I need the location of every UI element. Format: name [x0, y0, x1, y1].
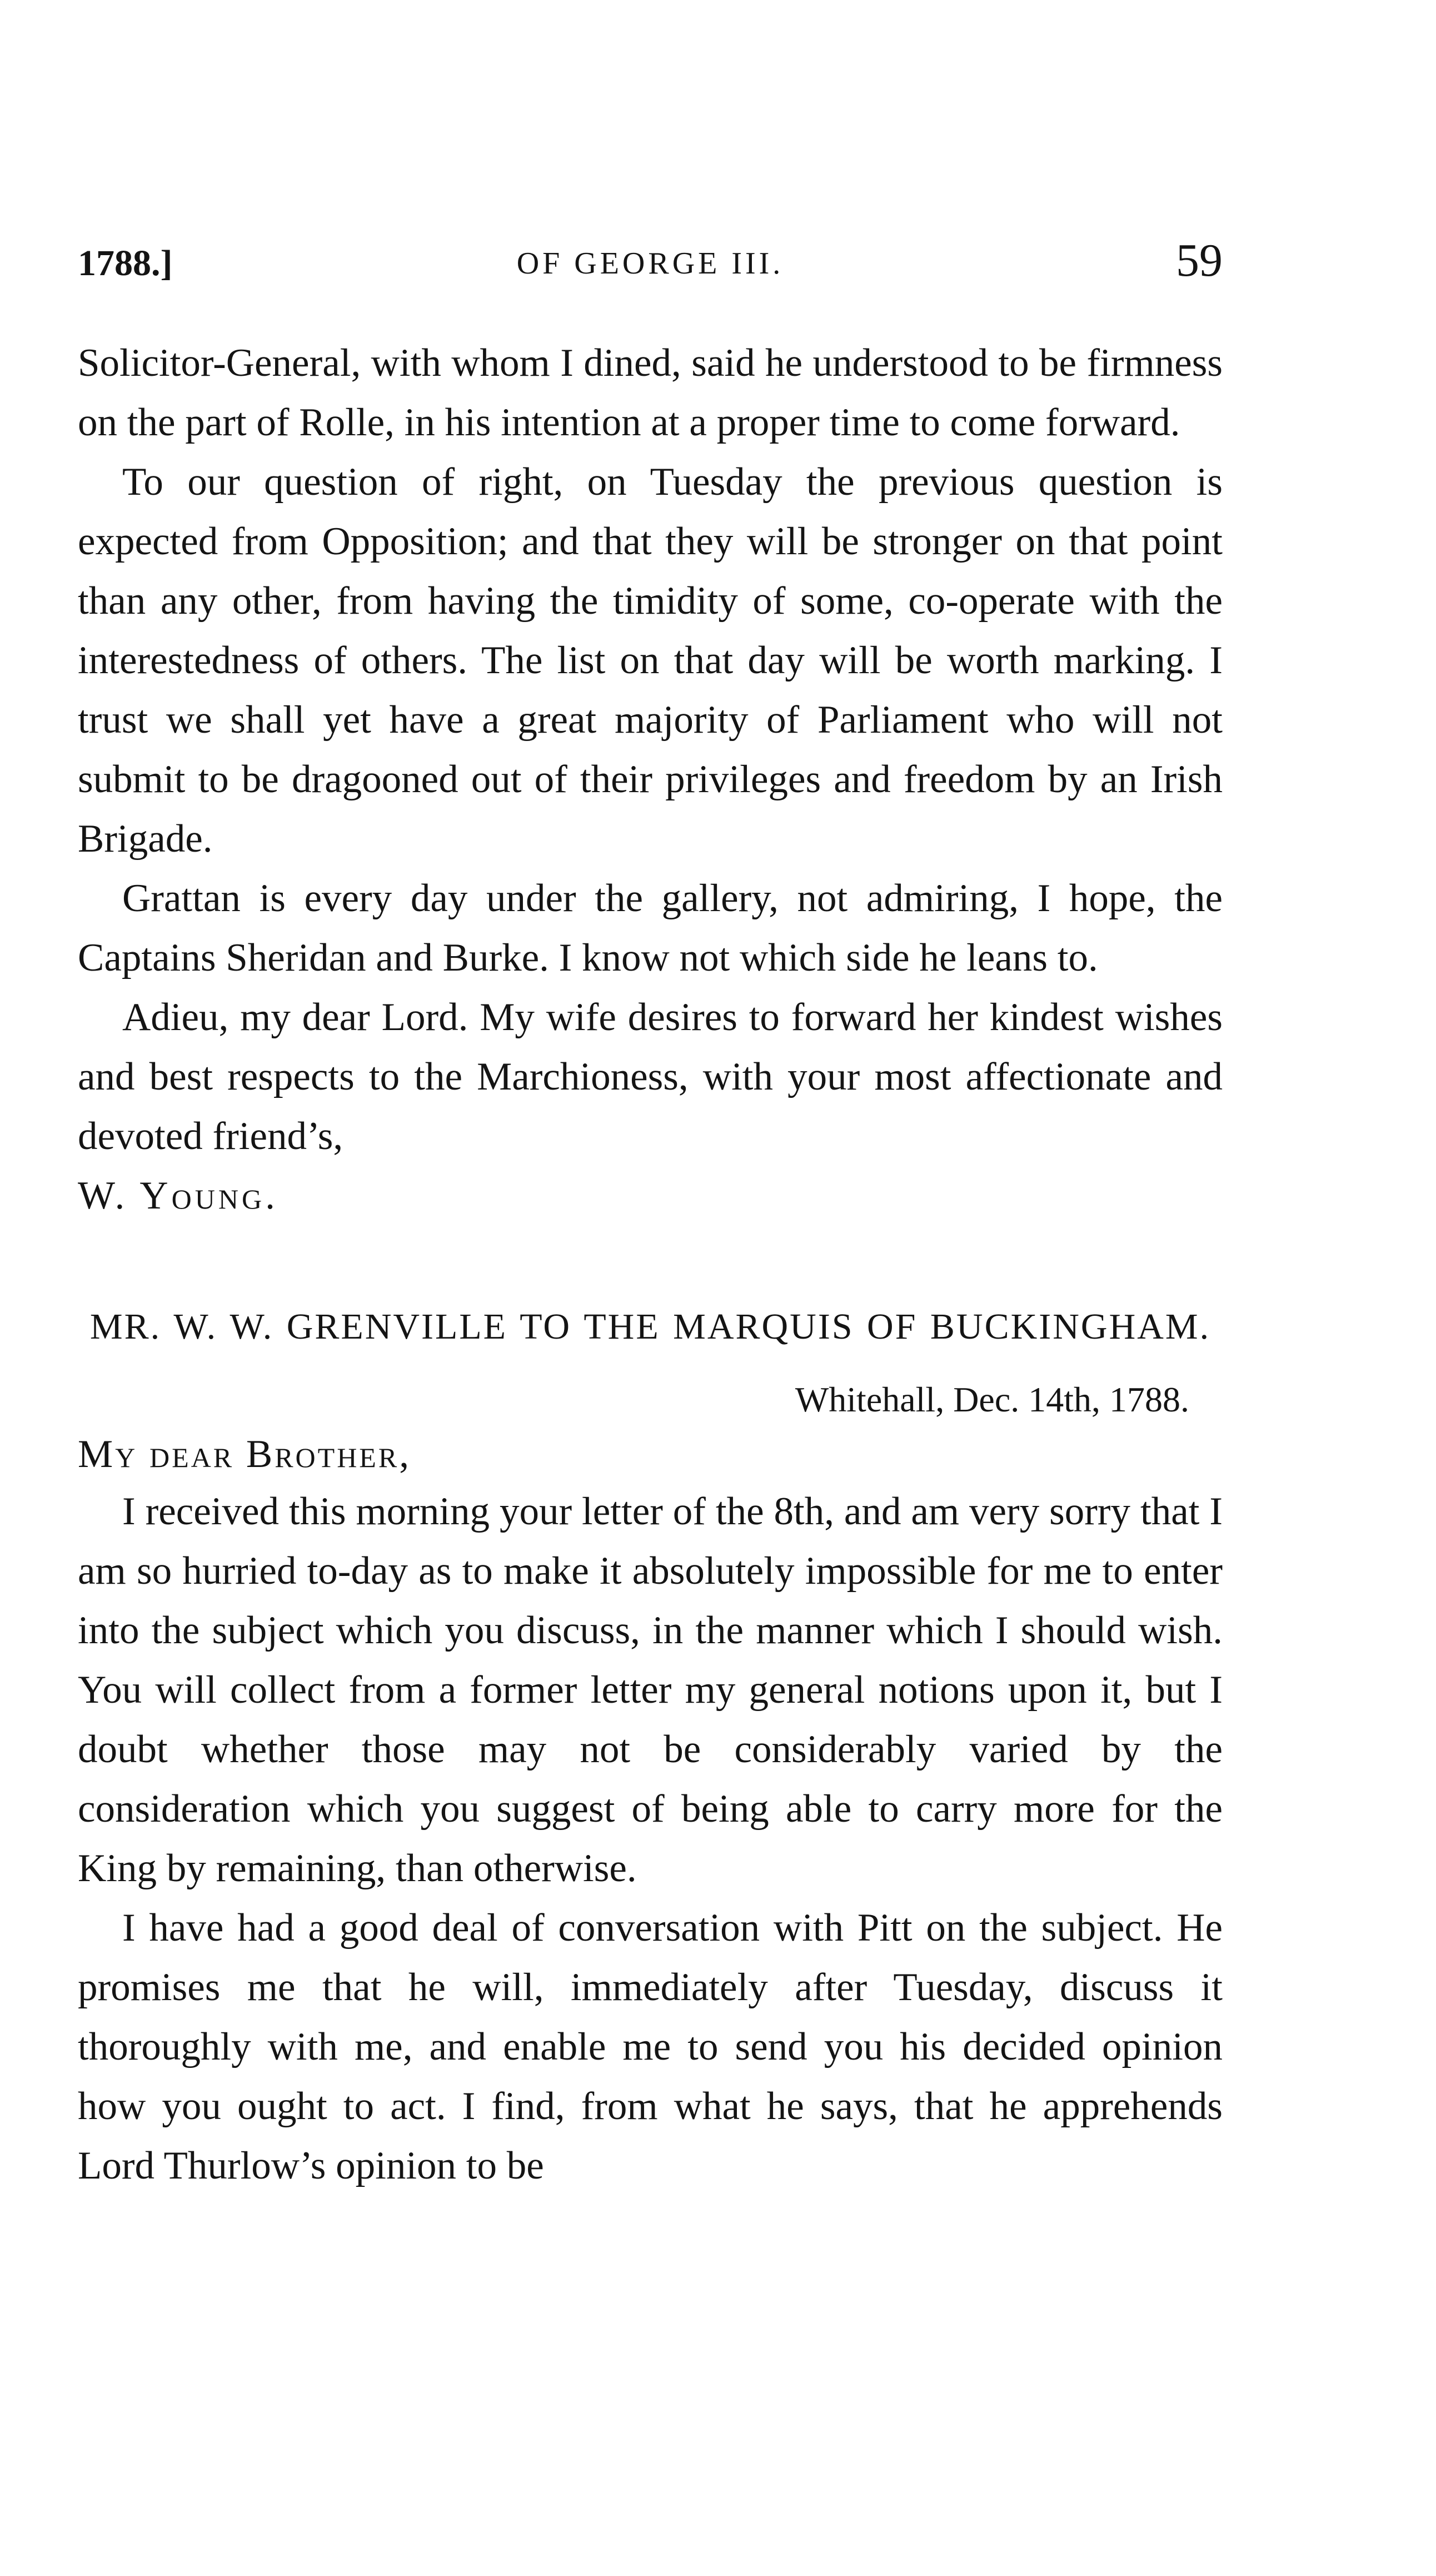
running-head-year: 1788.]: [78, 243, 173, 284]
paragraph-adieu: Adieu, my dear Lord. My wife desires to forward her kindest wishes and best respects to the Marchioness, with your most affectionate and devoted friend’s,: [78, 996, 1223, 1158]
signature: W. Young.: [78, 1174, 278, 1217]
paragraph-grattan: Grattan is every day under the gallery, not admiring, I hope, the Captains Sheridan and Burke. I know not which side he leans to.: [78, 877, 1223, 979]
paragraph-continued: Solicitor-General, with whom I dined, said he understood to be firmness on the part of Rolle, in his intention at a proper time to come forward.: [78, 341, 1223, 444]
letter-dateline: Whitehall, Dec. 14th, 1788.: [795, 1380, 1189, 1419]
paragraph-question-of-right: To our question of right, on Tuesday the previous question is expected from Opposition; and that they will be stronger on that point than any other, from having the timidity of some, co-operate with the interestedness of others. The list on that day will be worth marking. I trust we shall yet have a great majority of Parliament who will not submit to be dragooned out of their privileges and freedom by an Irish Brigade.: [78, 460, 1223, 861]
letter-salutation: My dear Brother,: [78, 1433, 411, 1476]
page-number: 59: [1176, 235, 1223, 286]
letter-paragraph-pitt: I have had a good deal of conversation with Pitt on the subject. He promises me that he will, immediately after Tuesday, discuss it thoroughly with me, and enable me to send you his decided opinion how you ought to act. I find, from what he says, that he apprehends Lord Thurlow’s opinion to be: [78, 1906, 1223, 2187]
page-body: [78, 334, 1223, 2196]
running-head: [78, 233, 1223, 300]
running-head-title: OF GEORGE III.: [516, 246, 784, 281]
letter-heading: MR. W. W. GRENVILLE TO THE MARQUIS OF BUCKINGHAM.: [89, 1306, 1211, 1347]
letter-paragraph-received: I received this morning your letter of the 8th, and am very sorry that I am so hurried to-day as to make it absolutely impossible for me to enter into the subject which you discuss, in the manner which I should wish. You will collect from a former letter my general notions upon it, but I doubt whether those may not be considerably varied by the consideration which you suggest of being able to carry more for the King by remaining, than otherwise.: [78, 1490, 1223, 1890]
